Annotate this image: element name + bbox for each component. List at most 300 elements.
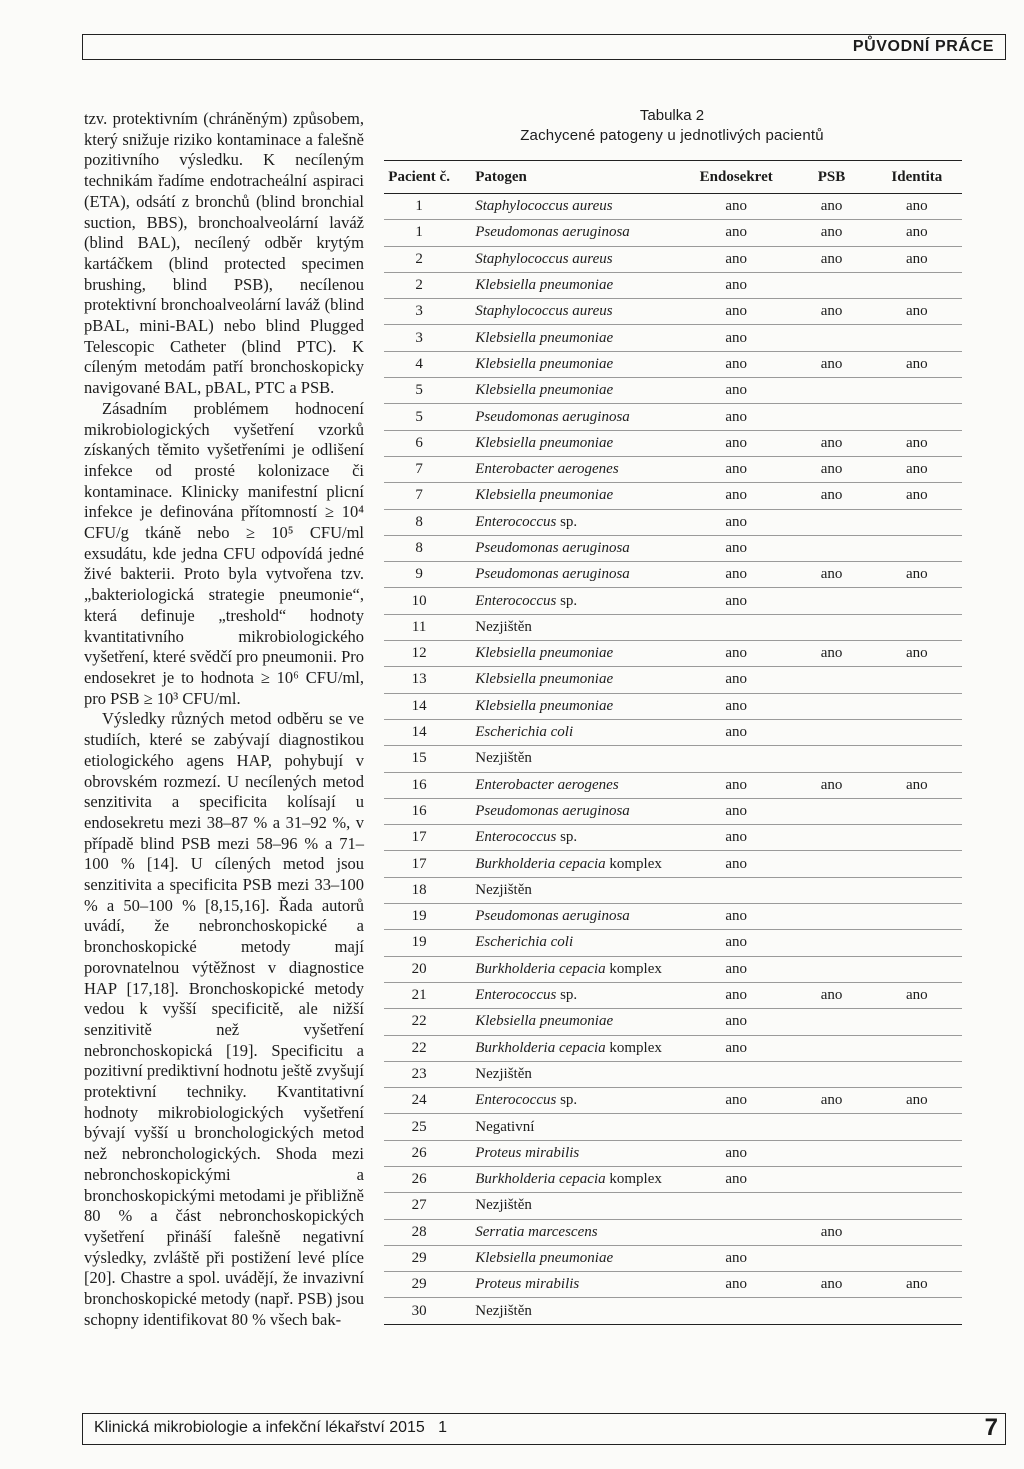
cell-pathogen — [454, 1272, 681, 1298]
cell-patient: 7 — [384, 483, 454, 509]
cell-psb — [791, 1298, 871, 1324]
cell-psb — [791, 404, 871, 430]
cell-patient: 16 — [384, 772, 454, 798]
cell-endosekret: ano — [681, 1140, 791, 1166]
table-row — [384, 1009, 962, 1035]
cell-identita: ano — [872, 562, 962, 588]
table-row — [384, 1193, 962, 1219]
pathogen-species: Klebsiella pneumoniae — [475, 1250, 614, 1267]
cell-pathogen — [454, 614, 681, 640]
pathogen-species: Escherichia coli — [475, 724, 574, 741]
pathogen-suffix: Nezjištěn — [475, 881, 532, 898]
cell-endosekret — [681, 1061, 791, 1087]
cell-endosekret: ano — [681, 904, 791, 930]
cell-identita — [872, 1061, 962, 1087]
cell-identita — [872, 904, 962, 930]
cell-patient: 8 — [384, 509, 454, 535]
cell-identita: ano — [872, 772, 962, 798]
cell-endosekret: ano — [681, 1166, 791, 1192]
cell-patient: 18 — [384, 877, 454, 903]
cell-psb — [791, 1061, 871, 1087]
cell-psb — [791, 693, 871, 719]
cell-pathogen — [454, 588, 681, 614]
cell-patient: 1 — [384, 194, 454, 220]
pathogen-species: Klebsiella pneumoniae — [475, 277, 614, 294]
cell-identita: ano — [872, 430, 962, 456]
cell-psb: ano — [791, 246, 871, 272]
cell-pathogen — [454, 930, 681, 956]
cell-endosekret: ano — [681, 483, 791, 509]
pathogen-suffix: Nezjištěn — [475, 1302, 532, 1319]
cell-endosekret: ano — [681, 351, 791, 377]
pathogen-suffix: Nezjištěn — [475, 618, 532, 635]
table-row — [384, 746, 962, 772]
cell-psb — [791, 1166, 871, 1192]
pathogen-species: Staphylococcus aureus — [475, 250, 613, 267]
table-row — [384, 798, 962, 824]
journal-name: Klinická mikrobiologie a infekční lékařství 2015 — [94, 1419, 425, 1436]
cell-patient: 19 — [384, 904, 454, 930]
pathogen-species: Pseudomonas aeruginosa — [475, 566, 630, 583]
cell-psb — [791, 1009, 871, 1035]
cell-identita: ano — [872, 982, 962, 1008]
cell-psb — [791, 667, 871, 693]
table-row — [384, 1114, 962, 1140]
cell-psb: ano — [791, 562, 871, 588]
pathogen-suffix: Nezjištěn — [475, 1197, 532, 1214]
cell-patient: 3 — [384, 325, 454, 351]
section-title: PŮVODNÍ PRÁCE — [852, 38, 994, 55]
table-row — [384, 1035, 962, 1061]
cell-patient: 15 — [384, 746, 454, 772]
cell-patient: 13 — [384, 667, 454, 693]
pathogen-suffix: sp. — [556, 1092, 578, 1109]
cell-psb — [791, 272, 871, 298]
table-row — [384, 693, 962, 719]
cell-patient: 5 — [384, 404, 454, 430]
cell-pathogen — [454, 1035, 681, 1061]
cell-patient: 30 — [384, 1298, 454, 1324]
pathogen-suffix: komplex — [605, 1039, 662, 1056]
table-row — [384, 1061, 962, 1087]
cell-patient: 12 — [384, 641, 454, 667]
cell-pathogen — [454, 1193, 681, 1219]
cell-patient: 1 — [384, 220, 454, 246]
cell-patient: 23 — [384, 1061, 454, 1087]
pathogen-species: Enterobacter aerogenes — [475, 461, 619, 478]
cell-pathogen — [454, 535, 681, 561]
cell-psb: ano — [791, 220, 871, 246]
cell-identita: ano — [872, 299, 962, 325]
cell-endosekret: ano — [681, 1088, 791, 1114]
cell-pathogen — [454, 351, 681, 377]
pathogen-species: Pseudomonas aeruginosa — [475, 540, 630, 556]
cell-psb — [791, 1245, 871, 1271]
cell-identita: ano — [872, 483, 962, 509]
cell-patient: 22 — [384, 1035, 454, 1061]
pathogen-species: Proteus mirabilis — [475, 1276, 580, 1293]
cell-pathogen — [454, 246, 681, 272]
cell-psb: ano — [791, 483, 871, 509]
cell-patient: 19 — [384, 930, 454, 956]
cell-psb — [791, 877, 871, 903]
cell-psb — [791, 746, 871, 772]
cell-endosekret: ano — [681, 272, 791, 298]
cell-psb — [791, 798, 871, 824]
table-row — [384, 772, 962, 798]
cell-psb — [791, 956, 871, 982]
table-row — [384, 930, 962, 956]
cell-identita: ano — [872, 1088, 962, 1114]
pathogen-species: Enterococcus — [475, 987, 557, 1004]
table-row — [384, 299, 962, 325]
cell-identita — [872, 798, 962, 824]
table-row — [384, 719, 962, 745]
table-row — [384, 404, 962, 430]
cell-pathogen — [454, 194, 681, 220]
cell-pathogen — [454, 877, 681, 903]
cell-pathogen — [454, 904, 681, 930]
cell-pathogen — [454, 430, 681, 456]
pathogen-suffix: komplex — [605, 855, 662, 872]
cell-identita — [872, 1219, 962, 1245]
cell-identita — [872, 825, 962, 851]
cell-psb: ano — [791, 641, 871, 667]
table-row — [384, 456, 962, 482]
cell-psb: ano — [791, 299, 871, 325]
table-row — [384, 272, 962, 298]
pathogen-species: Proteus mirabilis — [475, 1144, 580, 1161]
cell-pathogen — [454, 641, 681, 667]
pathogen-suffix: Nezjištěn — [475, 1065, 532, 1082]
cell-pathogen — [454, 1298, 681, 1324]
cell-psb: ano — [791, 194, 871, 220]
cell-patient: 24 — [384, 1088, 454, 1114]
cell-patient: 21 — [384, 982, 454, 1008]
pathogen-species: Klebsiella pneumoniae — [475, 382, 614, 399]
cell-pathogen — [454, 272, 681, 298]
cell-psb — [791, 825, 871, 851]
cell-endosekret — [681, 614, 791, 640]
cell-identita — [872, 693, 962, 719]
pathogen-species: Burkholderia cepacia — [475, 1171, 606, 1188]
table-row — [384, 614, 962, 640]
col-header-identita: Identita — [872, 161, 962, 194]
cell-endosekret: ano — [681, 667, 791, 693]
cell-identita: ano — [872, 220, 962, 246]
cell-endosekret: ano — [681, 246, 791, 272]
cell-patient: 17 — [384, 851, 454, 877]
cell-endosekret: ano — [681, 772, 791, 798]
cell-pathogen — [454, 746, 681, 772]
cell-pathogen — [454, 299, 681, 325]
cell-endosekret: ano — [681, 509, 791, 535]
cell-psb: ano — [791, 456, 871, 482]
cell-endosekret: ano — [681, 1245, 791, 1271]
cell-endosekret — [681, 1114, 791, 1140]
cell-pathogen — [454, 798, 681, 824]
cell-patient: 20 — [384, 956, 454, 982]
table-row — [384, 904, 962, 930]
cell-patient: 14 — [384, 719, 454, 745]
table-row — [384, 877, 962, 903]
cell-identita — [872, 272, 962, 298]
cell-patient: 17 — [384, 825, 454, 851]
pathogen-species: Enterobacter aerogenes — [475, 776, 619, 793]
cell-endosekret: ano — [681, 798, 791, 824]
cell-identita — [872, 588, 962, 614]
page-number: 7 — [984, 1414, 998, 1441]
pathogen-species: Klebsiella pneumoniae — [475, 645, 614, 662]
pathogen-suffix: sp. — [556, 513, 578, 530]
cell-endosekret: ano — [681, 325, 791, 351]
cell-pathogen — [454, 1166, 681, 1192]
cell-psb: ano — [791, 1088, 871, 1114]
cell-endosekret: ano — [681, 825, 791, 851]
cell-endosekret: ano — [681, 641, 791, 667]
cell-pathogen — [454, 483, 681, 509]
col-header-psb: PSB — [791, 161, 871, 194]
cell-endosekret: ano — [681, 299, 791, 325]
table-row — [384, 220, 962, 246]
cell-pathogen — [454, 1009, 681, 1035]
table-caption-title: Zachycené patogeny u jednotlivých pacientů — [520, 127, 824, 144]
pathogen-species: Serratia marcescens — [475, 1223, 598, 1240]
cell-identita — [872, 667, 962, 693]
pathogen-species: Klebsiella pneumoniae — [475, 329, 614, 346]
cell-endosekret — [681, 877, 791, 903]
pathogen-species: Burkholderia cepacia — [475, 855, 606, 872]
cell-endosekret: ano — [681, 378, 791, 404]
cell-psb — [791, 535, 871, 561]
cell-pathogen — [454, 220, 681, 246]
pathogen-species: Klebsiella pneumoniae — [475, 1013, 614, 1030]
pathogen-species: Klebsiella pneumoniae — [475, 434, 614, 451]
pathogen-suffix: komplex — [605, 1171, 662, 1188]
table-row — [384, 1245, 962, 1271]
cell-pathogen — [454, 1219, 681, 1245]
col-header-pathogen: Patogen — [454, 161, 681, 194]
cell-psb: ano — [791, 1219, 871, 1245]
table-caption-number: Tabulka 2 — [639, 107, 705, 124]
pathogen-species: Klebsiella pneumoniae — [475, 355, 614, 372]
cell-endosekret: ano — [681, 220, 791, 246]
table-row — [384, 956, 962, 982]
cell-patient: 26 — [384, 1166, 454, 1192]
cell-identita: ano — [872, 351, 962, 377]
cell-patient: 3 — [384, 299, 454, 325]
table-row — [384, 194, 962, 220]
cell-psb — [791, 509, 871, 535]
pathogen-species: Burkholderia cepacia — [475, 960, 606, 977]
cell-psb: ano — [791, 430, 871, 456]
cell-patient: 22 — [384, 1009, 454, 1035]
cell-endosekret: ano — [681, 1035, 791, 1061]
table-row — [384, 509, 962, 535]
cell-pathogen — [454, 456, 681, 482]
cell-endosekret: ano — [681, 982, 791, 1008]
cell-pathogen — [454, 719, 681, 745]
cell-pathogen — [454, 956, 681, 982]
cell-identita — [872, 1245, 962, 1271]
cell-identita — [872, 614, 962, 640]
body-paragraph: Výsledky různých metod odběru se ve studiích, které se zabývají diagnostikou etiologického agens HAP, pohybují v obrovském rozmezí. U necílených metod senzitivita a specificita kolísají u endosekretu mezi 38–87 % a 31–92 %, v případě blind PSB mezi 58–96 % a 71–100 % [14]. U cílených metod jsou senzitivita a specificita PSB mezi 33–100 % a 50–100 % [8,15,16]. Řada autorů uvádí, že nebronchoskopické a bronchoskopické metody mají porovnatelnou výtěžnost v diagnostice HAP [17,18]. Bronchoskopické metody vedou k vyšší specificitě, ale nižší senzitivitě než vyšetření nebronchoskopická [19]. Specificitu a pozitivní prediktivní hodnotu ještě zvyšují protektivní techniky. Kvantitativní hodnoty mikrobiologických vyšetření bývají vyšší u bronchologických metod než nebronchologických. Shoda mezi nebronchoskopickými a bronchoskopickými metodami je přibližně 80 % a část nebronchoskopických vyšetření přináší falešně negativní výsledky, zvláště při postižení levé plíce [20]. Chastre a spol. uvádějí, že invazivní bronchoskopické metody (např. PSB) jsou schopny identifikovat 80 % všech bak- — [84, 709, 365, 1329]
cell-identita — [872, 877, 962, 903]
cell-identita — [872, 930, 962, 956]
cell-identita — [872, 956, 962, 982]
cell-psb — [791, 1035, 871, 1061]
table-row — [384, 535, 962, 561]
table-row — [384, 246, 962, 272]
cell-identita — [872, 1140, 962, 1166]
table-row — [384, 667, 962, 693]
cell-endosekret: ano — [681, 693, 791, 719]
cell-patient: 26 — [384, 1140, 454, 1166]
cell-psb — [791, 719, 871, 745]
cell-identita — [872, 1114, 962, 1140]
pathogen-species: Enterococcus — [475, 592, 557, 609]
cell-patient: 9 — [384, 562, 454, 588]
col-header-endosekret: Endosekret — [681, 161, 791, 194]
table-row — [384, 851, 962, 877]
cell-identita — [872, 851, 962, 877]
pathogen-species: Enterococcus — [475, 829, 557, 846]
pathogen-species: Pseudomonas aeruginosa — [475, 908, 630, 925]
cell-psb — [791, 930, 871, 956]
cell-identita — [872, 509, 962, 535]
pathogen-species: Klebsiella pneumoniae — [475, 487, 614, 504]
cell-patient: 25 — [384, 1114, 454, 1140]
issue-number: 1 — [438, 1419, 448, 1436]
cell-identita: ano — [872, 456, 962, 482]
cell-psb: ano — [791, 351, 871, 377]
table-row — [384, 378, 962, 404]
cell-patient: 29 — [384, 1272, 454, 1298]
table-row — [384, 641, 962, 667]
table-row — [384, 1088, 962, 1114]
cell-patient: 10 — [384, 588, 454, 614]
cell-endosekret: ano — [681, 1009, 791, 1035]
cell-patient: 7 — [384, 456, 454, 482]
cell-identita — [872, 325, 962, 351]
table-row — [384, 325, 962, 351]
cell-pathogen — [454, 1088, 681, 1114]
footer-journal — [94, 1419, 447, 1437]
pathogen-species: Escherichia coli — [475, 934, 574, 951]
cell-endosekret: ano — [681, 588, 791, 614]
pathogen-species: Klebsiella pneumoniae — [475, 697, 614, 714]
cell-pathogen — [454, 1061, 681, 1087]
cell-pathogen — [454, 325, 681, 351]
cell-pathogen — [454, 693, 681, 719]
cell-endosekret: ano — [681, 956, 791, 982]
cell-psb — [791, 614, 871, 640]
pathogen-suffix: komplex — [605, 960, 662, 977]
cell-endosekret: ano — [681, 456, 791, 482]
table-row — [384, 483, 962, 509]
cell-psb — [791, 1114, 871, 1140]
cell-psb: ano — [791, 1272, 871, 1298]
cell-pathogen — [454, 982, 681, 1008]
body-text-column — [84, 109, 364, 1330]
pathogen-species: Klebsiella pneumoniae — [475, 671, 614, 688]
pathogen-suffix: Negativní — [475, 1118, 535, 1135]
cell-identita — [872, 378, 962, 404]
table-header-row — [384, 161, 962, 194]
body-paragraph: tzv. protektivním (chráněným) způsobem, který snižuje riziko kontaminace a falešně pozitivního výsledku. K necíleným technikám řadíme endotracheální aspiraci (ETA), odsátí z bronchů (blind bronchial suction, BBS), bronchoalveolární laváž (blind BAL), necílený odběr krytým kartáčkem (blind protected specimen brushing, blind PSB), necílenou protektivní bronchoalveolární laváž (blind pBAL, mini-BAL) nebo blind Plugged Telescopic Catheter (blind PTC). K cíleným metodám patří bronchoskopicky navigované BAL, pBAL, PTC a PSB. — [84, 109, 364, 398]
table-row — [384, 351, 962, 377]
table-row — [384, 1219, 962, 1245]
cell-endosekret: ano — [681, 562, 791, 588]
cell-endosekret: ano — [681, 930, 791, 956]
table-row — [384, 1298, 962, 1324]
cell-pathogen — [454, 772, 681, 798]
pathogen-suffix: sp. — [556, 987, 578, 1004]
cell-pathogen — [454, 1245, 681, 1271]
cell-psb — [791, 378, 871, 404]
cell-psb: ano — [791, 982, 871, 1008]
cell-pathogen — [454, 562, 681, 588]
cell-patient: 28 — [384, 1219, 454, 1245]
cell-endosekret: ano — [681, 851, 791, 877]
cell-pathogen — [454, 378, 681, 404]
cell-patient: 11 — [384, 614, 454, 640]
cell-patient: 16 — [384, 798, 454, 824]
cell-identita: ano — [872, 641, 962, 667]
pathogen-species: Enterococcus — [475, 513, 557, 530]
table-row — [384, 588, 962, 614]
cell-patient: 2 — [384, 246, 454, 272]
table-row — [384, 430, 962, 456]
cell-psb — [791, 588, 871, 614]
cell-pathogen — [454, 851, 681, 877]
cell-psb — [791, 325, 871, 351]
pathogen-table — [384, 160, 962, 1325]
cell-endosekret — [681, 1298, 791, 1324]
pathogen-species: Pseudomonas aeruginosa — [475, 802, 630, 819]
table-row — [384, 562, 962, 588]
body-paragraph: Zásadním problémem hodnocení mikrobiologických vyšetření vzorků získaných těmito vyšetřeními je odlišení infekce od prosté kolonizace či kontaminace. Klinicky manifestní plicní infekce je definována přítomností ≥ 10⁴ CFU/g tkáně nebo ≥ 10⁵ CFU/ml exsudátu, kde jedna CFU odpovídá jedné živé bakterii. Proto byla vytvořena tzv. „bakteriologická strategie pneumonie“, která definuje „treshold“ hodnoty kvantitativního mikrobiologického vyšetření, které svědčí pro pneumonii. Pro endosekret je to hodnota ≥ 10⁶ CFU/ml, pro PSB ≥ 10³ CFU/ml. — [84, 398, 364, 708]
cell-identita — [872, 404, 962, 430]
cell-identita: ano — [872, 246, 962, 272]
cell-identita — [872, 1193, 962, 1219]
cell-patient: 5 — [384, 378, 454, 404]
cell-identita — [872, 1298, 962, 1324]
table-row — [384, 1140, 962, 1166]
col-header-patient: Pacient č. — [384, 161, 454, 194]
cell-patient: 14 — [384, 693, 454, 719]
pathogen-species: Pseudomonas aeruginosa — [475, 224, 630, 241]
cell-psb: ano — [791, 772, 871, 798]
cell-endosekret — [681, 1219, 791, 1245]
cell-identita: ano — [872, 194, 962, 220]
cell-identita — [872, 1009, 962, 1035]
cell-pathogen — [454, 1140, 681, 1166]
cell-endosekret — [681, 746, 791, 772]
pathogen-suffix: sp. — [556, 592, 578, 609]
cell-pathogen — [454, 1114, 681, 1140]
cell-pathogen — [454, 404, 681, 430]
pathogen-species: Enterococcus — [475, 1092, 557, 1109]
table-row — [384, 982, 962, 1008]
cell-endosekret: ano — [681, 194, 791, 220]
cell-psb — [791, 851, 871, 877]
cell-identita: ano — [872, 1272, 962, 1298]
table-row — [384, 825, 962, 851]
pathogen-species: Burkholderia cepacia — [475, 1039, 606, 1056]
cell-endosekret: ano — [681, 1272, 791, 1298]
table-row — [384, 1166, 962, 1192]
